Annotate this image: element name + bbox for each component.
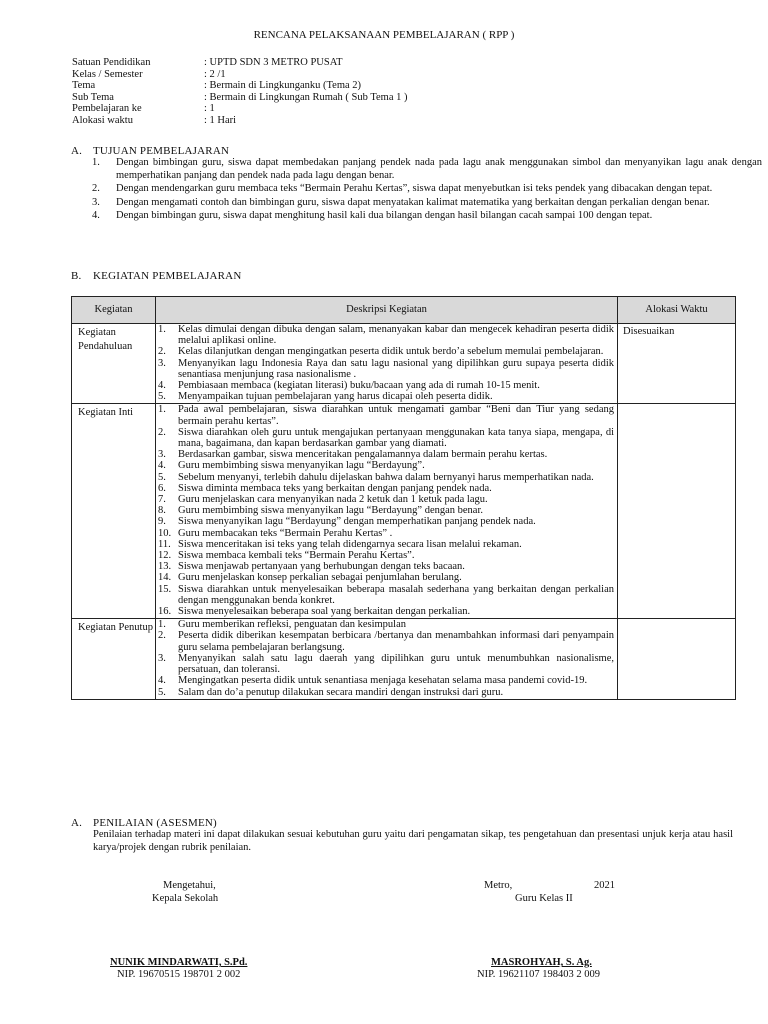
- objective-number: 2.: [92, 183, 100, 194]
- header-kegiatan: Kegiatan: [72, 297, 156, 324]
- info-label: Pembelajaran ke: [72, 103, 142, 115]
- activity-item: [158, 358, 614, 380]
- activity-number: 9.: [158, 516, 166, 528]
- info-row: [72, 103, 408, 115]
- activity-item: [158, 687, 614, 698]
- info-label: Sub Tema: [72, 91, 114, 103]
- activity-text: Siswa menjawab pertanyaan yang berhubungan dengan teks bacaan.: [178, 561, 465, 573]
- activity-text: Guru memberikan refleksi, penguatan dan kesimpulan: [178, 619, 407, 631]
- activity-item: [158, 516, 614, 527]
- info-row: [72, 80, 408, 92]
- activity-item: [158, 449, 614, 460]
- teacher-nip: NIP. 19621107 198403 2 009: [477, 969, 600, 980]
- stage-label: Kegiatan Inti: [78, 407, 134, 419]
- activity-number: 1.: [158, 404, 166, 416]
- objective-item: [92, 157, 762, 182]
- activity-item: [158, 380, 614, 391]
- activity-text: Peserta didik diberikan kesempatan berbicara /bertanya dan menambahkan informasi dari penyampain guru selama pembelajaran berlangsung.: [178, 630, 614, 653]
- objective-number: 3.: [92, 196, 100, 208]
- objective-text: Dengan mendengarkan guru membaca teks “Bermain Perahu Kertas”, siswa dapat menyebutkan isi teks pendek yang dibacakan dengan tepat.: [116, 183, 713, 194]
- info-row: [72, 115, 408, 127]
- activity-text: Guru membacakan teks “Bermain Perahu Kertas” .: [178, 527, 393, 539]
- activity-number: 2.: [158, 346, 166, 358]
- activity-text: Pada awal pembelajaran, siswa diarahkan untuk mengamati gambar “Beni dan Tiur yang sedang bermain perahu kertas”.: [178, 404, 614, 427]
- table-row: [72, 324, 736, 404]
- activity-item: [158, 584, 614, 606]
- info-label: Kelas / Semester: [72, 68, 143, 80]
- activity-text: Guru menjelaskan cara menyanyikan nada 2 ketuk dan 1 ketuk pada lagu.: [178, 494, 488, 506]
- teacher-title: Guru Kelas II: [515, 893, 573, 904]
- activity-item: [158, 572, 614, 583]
- document-title: RENCANA PELAKSANAAN PEMBELAJARAN ( RPP ): [253, 29, 515, 41]
- allocation-cell: [618, 324, 736, 404]
- stage-cell: [72, 619, 156, 699]
- objective-text: Dengan mengamati contoh dan bimbingan guru, siswa dapat menyatakan kalimat matematika yang berkaitan dengan perkalian dengan benar.: [116, 196, 710, 208]
- teacher-name: MASROHYAH, S. Ag.: [491, 957, 592, 968]
- activity-text: Pembiasaan membaca (kegiatan literasi) buku/bacaan yang ada di rumah 10-15 menit.: [178, 380, 540, 392]
- activity-item: [158, 494, 614, 505]
- activity-text: Kelas dilanjutkan dengan mengingatkan peserta didik untuk berdo’a sebelum memulai pembelajaran.: [178, 346, 604, 358]
- activity-text: Guru membimbing siswa menyanyikan lagu “Berdayung” dengan benar.: [178, 505, 484, 517]
- stage-label: Kegiatan Pendahuluan: [78, 327, 133, 352]
- activity-text: Guru membimbing siswa menyanyikan lagu “Berdayung”.: [178, 460, 425, 472]
- activity-item: [158, 528, 614, 539]
- activity-number: 6.: [158, 482, 166, 494]
- activity-text: Guru menjelaskan konsep perkalian sebagai penjumlahan berulang.: [178, 572, 462, 584]
- header-alokasi: Alokasi Waktu: [618, 297, 736, 324]
- place-label: Metro,: [484, 880, 513, 891]
- activity-item: [158, 324, 614, 346]
- activity-number: 7.: [158, 494, 166, 506]
- activity-number: 1.: [158, 324, 166, 335]
- section-a-heading: [71, 145, 229, 158]
- principal-label: Mengetahui,: [163, 880, 216, 891]
- activity-number: 2.: [158, 426, 166, 438]
- activity-number: 4.: [158, 675, 166, 687]
- activity-number: 4.: [158, 380, 166, 392]
- activity-text: Mengingatkan peserta didik untuk senantiasa menjaga kesehatan selama masa pandemi covid-19.: [178, 675, 588, 687]
- stage-cell: [72, 404, 156, 619]
- info-row: [72, 92, 408, 104]
- activity-item: [158, 483, 614, 494]
- activity-item: [158, 346, 614, 357]
- section-b-marker: B.: [71, 270, 82, 282]
- objective-item: [92, 197, 762, 210]
- activity-text: Sebelum menyanyi, terlebih dahulu dijelaskan bahwa dalam bernyanyi harus memperhatikan nada.: [178, 471, 594, 483]
- info-value: : Bermain di Lingkungan Rumah ( Sub Tema 1 ): [204, 91, 408, 103]
- activity-item: [158, 404, 614, 426]
- table-row: [72, 619, 736, 699]
- objective-number: 4.: [92, 210, 100, 221]
- principal-name: NUNIK MINDARWATI, S.Pd.: [110, 957, 248, 968]
- info-value: : Bermain di Lingkunganku (Tema 2): [204, 80, 362, 92]
- activity-item: [158, 427, 614, 449]
- objective-text: Dengan bimbingan guru, siswa dapat menghitung hasil kali dua bilangan dengan hasil bilangan cacah sampai 100 dengan tepat.: [116, 210, 653, 221]
- section-a-title: TUJUAN PEMBELAJARAN: [93, 145, 230, 157]
- activity-number: 16.: [158, 606, 172, 618]
- header-deskripsi: Deskripsi Kegiatan: [156, 297, 618, 324]
- activity-number: 13.: [158, 561, 172, 573]
- activity-number: 3.: [158, 449, 166, 461]
- activity-item: [158, 675, 614, 686]
- section-b-heading: [71, 270, 241, 283]
- objective-number: 1.: [92, 157, 100, 168]
- activity-text: Berdasarkan gambar, siswa menceritakan pengalamannya dalam bermain perahu kertas.: [178, 449, 548, 461]
- activity-number: 8.: [158, 505, 166, 517]
- activity-text: Siswa diarahkan untuk menyelesaikan beberapa masalah sederhana yang berkaitan dengan perkalian dengan menggunakan benda konkret.: [178, 583, 614, 606]
- activity-number: 10.: [158, 527, 172, 539]
- activities-cell: [156, 324, 618, 404]
- info-label: Satuan Pendidikan: [72, 57, 151, 68]
- activity-text: Salam dan do’a penutup dilakukan secara mandiri dengan instruksi dari guru.: [178, 686, 504, 698]
- info-block: [72, 57, 408, 127]
- activity-item: [158, 550, 614, 561]
- info-row: [72, 57, 408, 69]
- objective-item: [92, 210, 762, 223]
- activities-cell: [156, 619, 618, 699]
- section-a-marker: A.: [71, 145, 83, 157]
- activity-number: 11.: [158, 538, 171, 550]
- activity-number: 5.: [158, 391, 166, 403]
- info-value: : 1 Hari: [204, 114, 237, 126]
- activity-number: 14.: [158, 572, 172, 584]
- activity-number: 3.: [158, 357, 166, 369]
- principal-nip: NIP. 19670515 198701 2 002: [117, 969, 241, 980]
- activity-text: Siswa diarahkan oleh guru untuk mengajukan pertanyaan menggunakan kata tanya siapa, mengapa, di mana, bagaimana, dan kapan berdasarkan gambar yang diamati.: [178, 426, 614, 450]
- activity-item: [158, 561, 614, 572]
- activity-text: Siswa diminta membaca teks yang berkaitan dengan panjang pendek nada.: [178, 482, 492, 494]
- activity-item: [158, 472, 614, 483]
- info-value: : UPTD SDN 3 METRO PUSAT: [204, 57, 343, 68]
- stage-label: Kegiatan Penutup: [78, 622, 153, 634]
- activity-number: 3.: [158, 652, 166, 664]
- info-label: Tema: [72, 80, 96, 92]
- section-c-title: PENILAIAN (ASESMEN): [93, 817, 217, 829]
- activity-text: Kelas dimulai dengan dibuka dengan salam, menanyakan kabar dan mengecek kehadiran peserta didik melalui aplikasi online.: [178, 324, 614, 347]
- principal-title: Kepala Sekolah: [152, 893, 219, 904]
- info-label: Alokasi waktu: [72, 114, 133, 126]
- allocation-cell: [618, 404, 736, 619]
- activity-number: 12.: [158, 550, 172, 562]
- activity-text: Menyampaikan tujuan pembelajaran yang harus dicapai oleh peserta didik.: [178, 391, 493, 403]
- activity-item: [158, 606, 614, 617]
- activities-table: [71, 296, 736, 700]
- activity-text: Menyanyikan salah satu lagu daerah yang dipilihkan guru untuk menumbuhkan nasionalisme, persatuan, dan toleransi.: [178, 652, 614, 676]
- activity-number: 1.: [158, 619, 166, 631]
- year-label: 2021: [594, 880, 615, 891]
- activity-item: [158, 505, 614, 516]
- section-b-title: KEGIATAN PEMBELAJARAN: [93, 270, 242, 282]
- activity-item: [158, 460, 614, 471]
- activity-text: Siswa menceritakan isi teks yang telah didengarnya secara lisan melalui rekaman.: [178, 538, 522, 550]
- objective-item: [92, 183, 762, 196]
- activity-item: [158, 391, 614, 402]
- objective-text: Dengan bimbingan guru, siswa dapat membedakan panjang pendek nada pada lagu anak menggunakan simbol dan menyanyikan lagu anak dengan memperhatikan panjang dan pendek nada pada lagu dengan benar.: [116, 157, 762, 181]
- activity-item: [158, 619, 614, 630]
- info-row: [72, 69, 408, 81]
- section-c-marker: A.: [71, 817, 83, 829]
- activity-item: [158, 539, 614, 550]
- activity-number: 5.: [158, 686, 166, 698]
- section-c-heading: [71, 817, 217, 830]
- allocation-cell: [618, 619, 736, 699]
- activity-number: 5.: [158, 471, 166, 483]
- table-row: [72, 404, 736, 619]
- activity-number: 2.: [158, 630, 166, 642]
- info-value: : 2 /1: [204, 68, 226, 80]
- activity-text: Siswa menyelesaikan beberapa soal yang berkaitan dengan perkalian.: [178, 606, 471, 618]
- activity-item: [158, 630, 614, 652]
- activity-text: Siswa menyanyikan lagu “Berdayung” dengan memperhatikan panjang pendek nada.: [178, 516, 536, 528]
- activity-text: Menyanyikan lagu Indonesia Raya dan satu lagu nasional yang dipilihkan guru supaya peserta didik senantiasa menjunjung rasa nasionalisme .: [178, 357, 614, 380]
- activity-number: 15.: [158, 583, 172, 595]
- objectives-list: [92, 157, 762, 224]
- activity-text: Siswa membaca kembali teks “Bermain Perahu Kertas”.: [178, 550, 415, 562]
- activity-item: [158, 653, 614, 675]
- stage-cell: [72, 324, 156, 404]
- allocation-text: Disesuaikan: [623, 326, 675, 337]
- assessment-text: Penilaian terhadap materi ini dapat dilakukan sesuai kebutuhan guru yaitu dari pengamatan sikap, tes pengetahuan dan presentasi unjuk kerja atau hasil karya/projek dengan rubrik penilaian.: [93, 829, 733, 853]
- activities-cell: [156, 404, 618, 619]
- activity-number: 4.: [158, 460, 166, 472]
- info-value: : 1: [204, 103, 215, 115]
